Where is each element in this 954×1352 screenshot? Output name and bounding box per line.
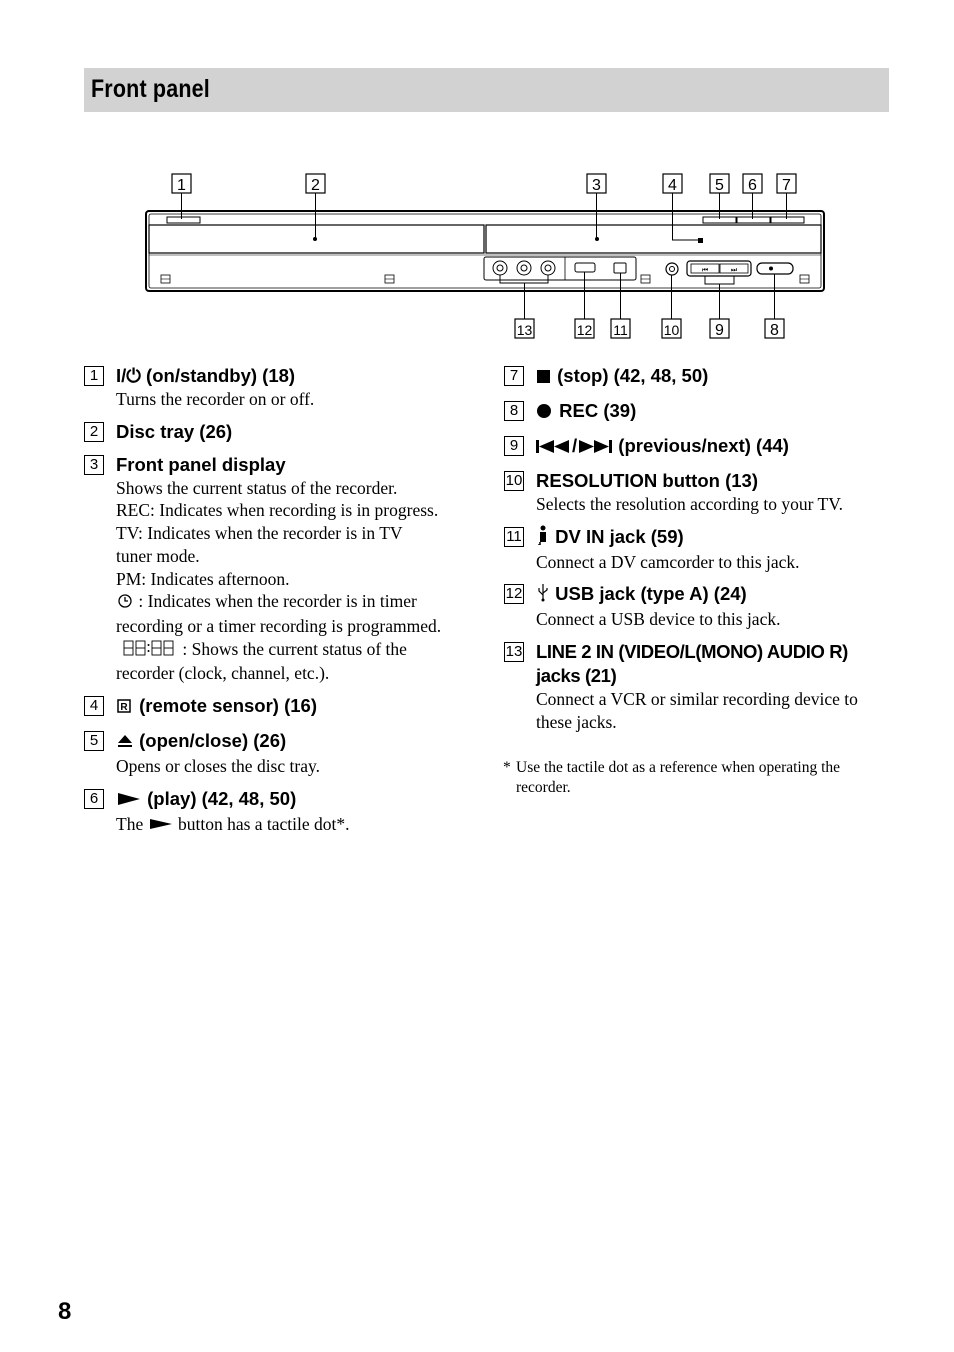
item-desc: Opens or closes the disc tray.	[116, 756, 320, 777]
item-desc: REC: Indicates when recording is in progress.	[116, 500, 439, 521]
item-desc: : Shows the current status of the	[178, 638, 407, 659]
footnote-line: Use the tactile dot as a reference when operating the	[516, 759, 841, 776]
list-item	[84, 694, 484, 720]
item-number: 7	[504, 366, 524, 386]
svg-text:⏮: ⏮	[701, 266, 709, 274]
eject-icon	[116, 731, 134, 755]
list-item	[84, 729, 484, 778]
item-title: (remote sensor) (16)	[139, 695, 317, 717]
item-desc: Connect a DV camcorder to this jack.	[536, 551, 800, 572]
list-item	[504, 640, 894, 733]
item-desc: Turns the recorder on or off.	[116, 389, 315, 409]
item-title: (stop) (42, 48, 50)	[557, 365, 709, 386]
left-column	[84, 364, 484, 837]
item-number: 6	[84, 789, 104, 809]
list-item	[84, 420, 484, 444]
callout-2-label: 2	[311, 177, 320, 194]
item-title: (play) (42, 48, 50)	[147, 787, 297, 809]
item-desc: tuner mode.	[116, 545, 200, 566]
item-number: 3	[84, 455, 104, 475]
list-item	[504, 469, 894, 516]
play-icon	[116, 789, 142, 813]
item-desc: The	[116, 813, 144, 834]
item-title: RESOLUTION button (13)	[536, 470, 758, 491]
item-desc: : Indicates when the recorder is in timer	[134, 591, 417, 612]
item-title: REC (39)	[559, 400, 637, 421]
item-title: I/⏻ (on/standby) (18)	[116, 365, 296, 386]
item-number: 2	[84, 422, 104, 442]
item-number: 13	[505, 643, 523, 661]
list-item	[504, 525, 894, 574]
callout-6-label: 6	[748, 177, 757, 194]
usb-icon	[536, 582, 550, 608]
record-icon	[536, 401, 554, 425]
svg-text:R: R	[120, 702, 128, 714]
item-title-line: LINE 2 IN (VIDEO/L(MONO) AUDIO R)	[536, 641, 848, 663]
item-title: DV IN jack (59)	[555, 525, 684, 547]
item-title	[536, 640, 894, 688]
front-panel-diagram	[0, 0, 954, 360]
item-desc: these jacks.	[536, 711, 617, 732]
item-title: USB jack (type A) (24)	[555, 583, 747, 605]
callout-11-label: 11	[613, 322, 628, 338]
page-title: Front panel	[91, 75, 210, 103]
list-item: 9 / (previous/next) (44)	[504, 434, 894, 460]
item-number: 4	[84, 696, 104, 716]
list-item	[84, 787, 484, 838]
item-desc: TV: Indicates when the recorder is in TV	[116, 523, 403, 544]
segment-display-icon	[116, 639, 178, 663]
item-number: 10	[505, 472, 523, 489]
list-item	[84, 453, 484, 685]
item-number: 1	[84, 366, 104, 386]
callout-4-label: 4	[668, 177, 677, 194]
recorder-body	[146, 211, 824, 291]
callout-10-label: 10	[663, 322, 680, 338]
item-desc: Selects the resolution according to your TV.	[536, 494, 844, 514]
callout-7-label: 7	[782, 177, 791, 194]
callout-13-label: 13	[516, 322, 533, 338]
item-desc: recorder (clock, channel, etc.).	[116, 663, 330, 684]
item-title-line: jacks (21)	[536, 665, 617, 687]
item-title: (previous/next) (44)	[618, 435, 789, 456]
play-icon	[148, 815, 174, 838]
list-item	[504, 364, 894, 390]
item-number: 11	[504, 527, 524, 547]
item-desc: Shows the current status of the recorder.	[116, 477, 398, 498]
right-column	[504, 364, 894, 734]
callout-5-label: 5	[715, 177, 724, 194]
footnote-line: recorder.	[516, 779, 571, 796]
footnote-marker: *	[503, 759, 511, 776]
callout-1-label: 1	[177, 177, 186, 194]
previous-icon	[536, 436, 572, 460]
callout-8-label: 8	[770, 322, 779, 339]
item-desc: recording or a timer recording is programmed.	[116, 615, 442, 636]
page-number: 8	[58, 1298, 72, 1325]
list-item	[84, 364, 484, 411]
timer-clock-icon	[116, 592, 134, 615]
item-desc: button has a tactile dot*.	[177, 813, 350, 834]
dv-ilink-icon	[536, 525, 550, 551]
callout-9-label: 9	[715, 322, 724, 339]
item-desc: PM: Indicates afternoon.	[116, 568, 290, 589]
item-number: 5	[84, 731, 104, 751]
item-desc: Connect a VCR or similar recording device to	[536, 689, 858, 710]
next-icon	[577, 436, 613, 460]
list-item	[504, 582, 894, 631]
item-desc: Connect a USB device to this jack.	[536, 609, 781, 630]
item-title: Disc tray (26)	[116, 420, 233, 442]
list-item	[504, 399, 894, 425]
stop-icon	[536, 366, 552, 390]
item-title: Front panel display	[116, 453, 286, 475]
item-number: 9	[504, 436, 524, 456]
item-number: 8	[504, 401, 524, 421]
svg-text:⏭: ⏭	[730, 266, 738, 274]
callout-3-label: 3	[592, 177, 601, 194]
footnote	[503, 758, 840, 798]
item-number: 12	[505, 585, 523, 603]
item-title: (open/close) (26)	[139, 730, 287, 752]
remote-sensor-icon	[116, 696, 134, 720]
callout-12-label: 12	[576, 322, 593, 338]
